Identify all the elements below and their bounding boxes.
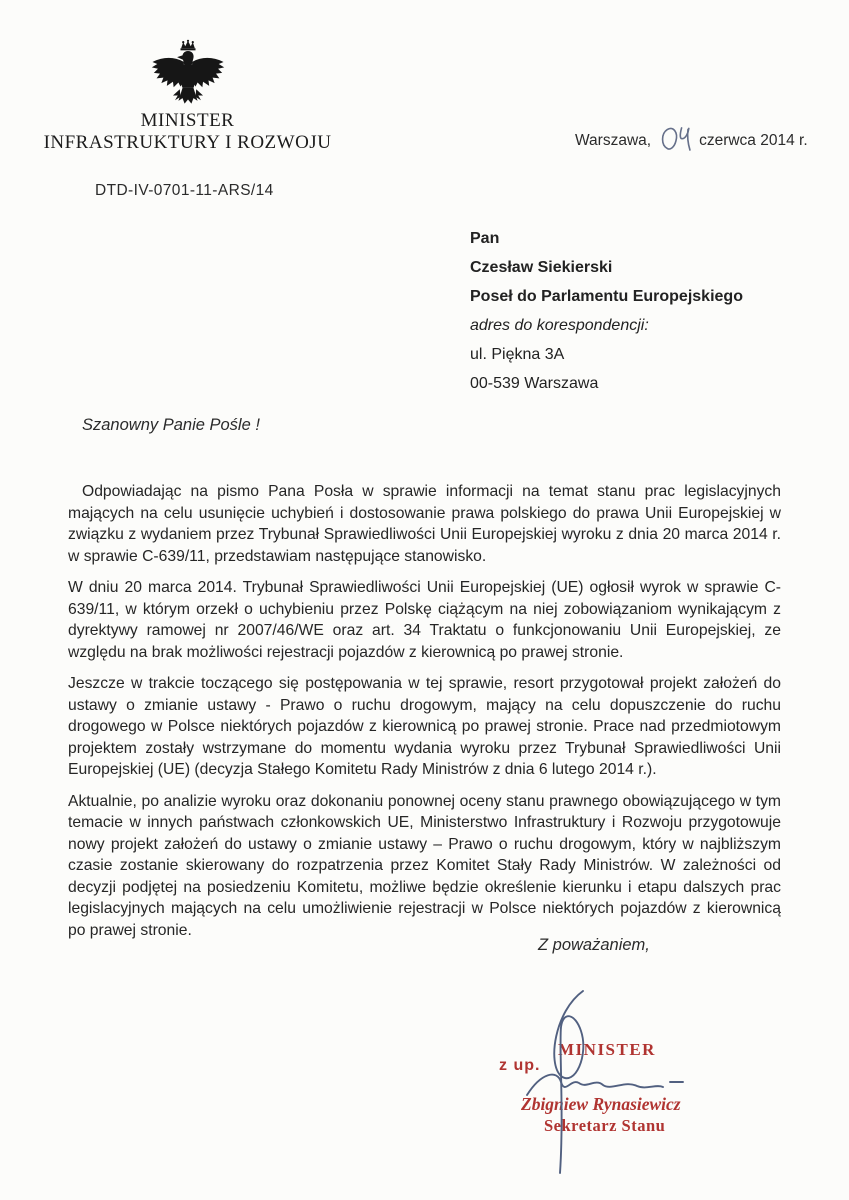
signature-name: Zbigniew Rynasiewicz	[521, 1094, 681, 1114]
polish-eagle-emblem-icon	[147, 36, 229, 118]
addressee-city: 00-539 Warszawa	[470, 375, 599, 392]
salutation: Szanowny Panie Pośle !	[82, 416, 260, 434]
sender-header	[25, 110, 350, 154]
addressee-honorific: Pan	[470, 230, 500, 247]
addressee-address-label: adres do korespondencji:	[470, 317, 649, 334]
addressee-role: Poseł do Parlamentu Europejskiego	[470, 288, 743, 305]
reference-number: DTD-IV-0701-11-ARS/14	[95, 182, 274, 199]
date-rest: czerwca 2014 r.	[699, 132, 808, 149]
date-line	[575, 124, 808, 150]
body-paragraph-3: Jeszcze w trakcie toczącego się postępowania w tej sprawie, resort przygotował projekt założeń do ustawy o zmianie ustawy - Prawo o ruchu drogowym, mający na celu dopuszczenie do ruchu drogowego w Polsce niektórych pojazdów z kierownicą po prawej stronie. Prace nad przedmiotowym projektem zostały wstrzymane do momentu wydania wyroku przez Trybunał Sprawiedliwości Unii Europejskiej (UE) (decyzja Stałego Komitetu Rady Ministrów z dnia 6 lutego 2014 r.).	[68, 675, 781, 778]
body-paragraph-2: W dniu 20 marca 2014. Trybunał Sprawiedliwości Unii Europejskiej (UE) ogłosił wyrok w sprawie C-639/11, w którym orzekł o uchybieniu przez Polskę ciążącym na niej zobowiązaniom wynikającym z dyrektywy ramowej nr 2007/46/WE oraz art. 34 Traktatu o funkcjonowaniu Unii Europejskiej, ze względu na brak możliwości rejestracji pojazdów z kierownicą po prawej stronie.	[68, 579, 781, 661]
addressee-name: Czesław Siekierski	[470, 259, 613, 276]
date-place: Warszawa,	[575, 132, 652, 149]
handwritten-signature-icon	[505, 983, 690, 1178]
addressee-block	[470, 224, 743, 398]
sender-title-line2: INFRASTRUKTURY I ROZWOJU	[43, 132, 332, 153]
body-paragraph-1: Odpowiadając na pismo Pana Posła w sprawie informacji na temat stanu prac legislacyjnych mających na celu usunięcie uchybień i dostosowanie prawa polskiego do prawa Unii Europejskiej w związku z wydaniem przez Trybunał Sprawiedliwości Unii Europejskiej wyroku z dnia 20 marca 2014 r. w sprawie C-639/11, przedstawiam następujące stanowisko.	[68, 483, 781, 565]
body-paragraph-4: Aktualnie, po analizie wyroku oraz dokonaniu ponownej oceny stanu prawnego obowiązującego w tym temacie w innych państwach członkowskich UE, Ministerstwo Infrastruktury i Rozwoju przygotowuje nowy projekt założeń do ustawy o zmianie ustawy – Prawo o ruchu drogowym, który w najbliższym czasie zostanie skierowany do rozpatrzenia przez Komitet Stały Rady Ministrów. W zależności od decyzji podjętej na posiedzeniu Komitetu, możliwe będzie określenie kierunku i etapu dalszych prac legislacyjnych mających na celu umożliwienie rejestracji w Polsce niektórych pojazdów z kierownicą po prawej stronie.	[68, 792, 781, 939]
letter-body	[68, 481, 781, 951]
signature-on-behalf: z up.	[499, 1057, 541, 1074]
handwritten-day-icon	[656, 123, 694, 157]
sender-title-line1: MINISTER	[140, 110, 235, 131]
signature-position: Sekretarz Stanu	[544, 1116, 666, 1135]
signature-title: MINISTER	[558, 1040, 656, 1059]
closing-phrase: Z poważaniem,	[538, 936, 650, 954]
addressee-street: ul. Piękna 3A	[470, 346, 565, 363]
